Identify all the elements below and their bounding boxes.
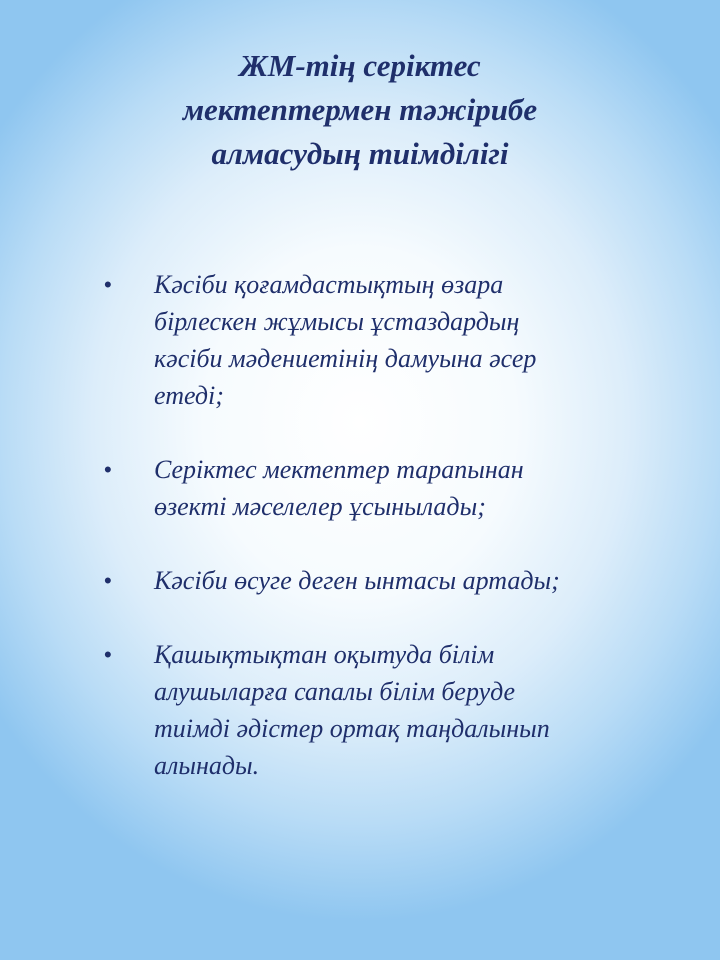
- bullet-line: алынады.: [154, 751, 260, 780]
- bullet-line: етеді;: [154, 381, 224, 410]
- title-line: ЖМ-тің серіктес: [239, 48, 481, 83]
- bullet-line: Қашықтықтан оқытуда білім: [154, 640, 495, 669]
- bullet-line: Серіктес мектептер тарапынан: [154, 455, 524, 484]
- bullet-marker-icon: •: [104, 272, 112, 297]
- bullet-marker-icon: •: [104, 568, 112, 593]
- bullet-item: [104, 562, 684, 599]
- slide-title: [60, 44, 660, 176]
- bullet-item: [104, 266, 684, 414]
- bullet-line: Кәсіби қоғамдастықтың өзара: [154, 270, 504, 299]
- bullet-item: [104, 451, 684, 525]
- bullet-line: өзекті мәселелер ұсынылады;: [154, 492, 486, 521]
- bullet-marker-icon: •: [104, 642, 112, 667]
- bullet-line: Кәсіби өсуге деген ынтасы артады;: [154, 566, 560, 595]
- bullet-list: [104, 266, 684, 784]
- bullet-line: кәсіби мәдениетінің дамуына әсер: [154, 344, 537, 373]
- bullet-item: [104, 636, 684, 784]
- title-line: мектептермен тәжірибе: [182, 92, 538, 127]
- bullet-marker-icon: •: [104, 457, 112, 482]
- bullet-line: тиімді әдістер ортақ таңдалынып: [154, 714, 550, 743]
- title-line: алмасудың тиімділігі: [211, 136, 509, 171]
- bullet-line: бірлескен жұмысы ұстаздардың: [154, 307, 520, 336]
- bullet-line: алушыларға сапалы білім беруде: [154, 677, 516, 706]
